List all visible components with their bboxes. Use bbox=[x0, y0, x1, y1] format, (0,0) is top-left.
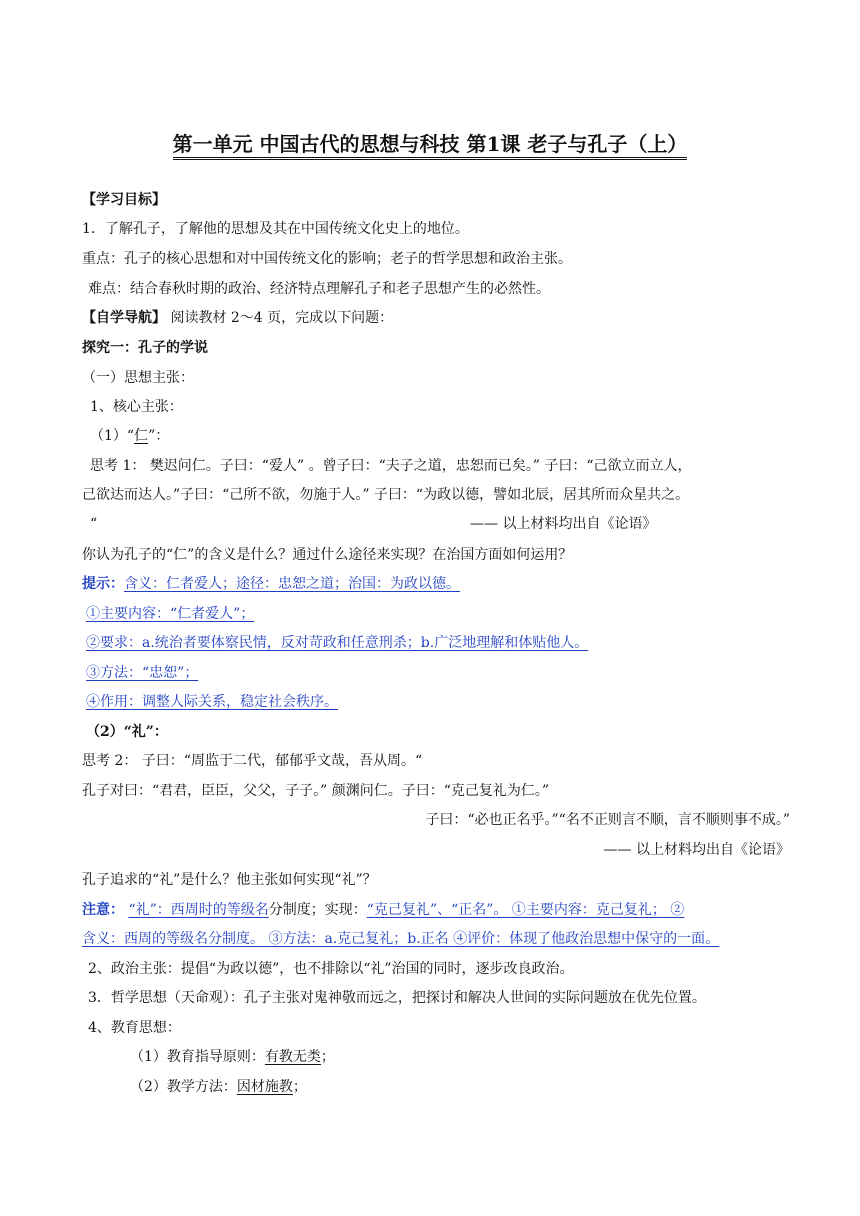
education-item-2: （2）教学方法：因材施教； bbox=[130, 1079, 307, 1095]
hint-label: 提示： bbox=[82, 576, 124, 592]
education-heading: 4、教育思想： bbox=[88, 1020, 181, 1036]
think2-line2: 孔子对曰：“君君，臣臣，父父，子子。” 颜渊问仁。子曰：“克己复礼为仁。” bbox=[82, 783, 550, 799]
question-1: 你认为孔子的“仁”的含义是什么？通过什么途径来实现？在治国方面如何运用？ bbox=[82, 547, 573, 563]
ren-point-4: ④作用：调整人际关系，稳定社会秩序。 bbox=[86, 694, 338, 710]
hint-line bbox=[82, 574, 460, 594]
note-line-1: 注意： “礼”：西周时的等级名分制度；实现：“克己复礼”、“正名”。 ①主要内容：克己复礼； ② bbox=[82, 902, 685, 918]
guide-line bbox=[82, 308, 393, 328]
think2-line1: 思考 2： 子曰：“周监于二代，郁郁乎文哉，吾从周。“ bbox=[82, 753, 423, 769]
guide-text: 阅读教材 2～4 页，完成以下问题： bbox=[170, 310, 394, 326]
core-heading: 1、核心主张： bbox=[90, 399, 183, 415]
source-2: —— 以上材料均出自《论语》 bbox=[603, 842, 790, 858]
note-label: 注意： bbox=[82, 902, 124, 918]
politics: 2、政治主张：提倡“为政以德”，也不排除以“礼”治国的同时，逐步改良政治。 bbox=[88, 961, 574, 977]
li-heading: （2）“礼”： bbox=[86, 724, 168, 740]
ren-heading: （1）“仁”： bbox=[90, 428, 170, 444]
think2-line3: 子曰：“必也正名乎。”“名不正则言不顺，言不顺则事不成。” bbox=[425, 812, 790, 828]
note-line-2: 含义：西周的等级名分制度。 ③方法：a.克己复礼；b.正名 ④评价：体现了他政治思想中保守的一面。 bbox=[82, 931, 720, 947]
hint-text: 含义：仁者爱人；途径：忠恕之道；治国：为政以德。 bbox=[124, 576, 460, 592]
goals-header: 【学习目标】 bbox=[82, 192, 166, 208]
page-title: 第一单元 中国古代的思想与科技 第1课 老子与孔子（上） bbox=[0, 130, 860, 158]
education-item-1: （1）教育指导原则：有教无类； bbox=[130, 1049, 335, 1065]
guide-header: 【自学导航】 bbox=[82, 310, 166, 326]
explore1-title: 探究一：孔子的学说 bbox=[82, 340, 208, 356]
question-2: 孔子追求的“礼”是什么？他主张如何实现“礼”？ bbox=[82, 872, 377, 888]
ren-point-1: ①主要内容：“仁者爱人”； bbox=[86, 606, 255, 622]
think1-quote: “ bbox=[90, 516, 98, 532]
difficulty: 难点：结合春秋时期的政治、经济特点理解孔子和老子思想产生的必然性。 bbox=[88, 281, 550, 297]
think1-line1: 思考 1： 樊迟问仁。子曰：“爱人” 。曾子曰：“夫子之道，忠恕而已矣。” 子曰：“己欲立而立人， bbox=[90, 458, 692, 474]
think1-line2: 己欲达而达人。”子曰：“己所不欲，勿施于人。” 子曰：“为政以德，譬如北辰，居其所而众星共之。 bbox=[82, 487, 690, 503]
philosophy: 3．哲学思想（天命观）：孔子主张对鬼神敬而远之，把探讨和解决人世间的实际问题放在优先位置。 bbox=[88, 990, 706, 1006]
source-1: —— 以上材料均出自《论语》 bbox=[470, 516, 657, 532]
ren-point-2: ②要求：a.统治者要体察民情，反对苛政和任意刑杀；b.广泛地理解和体贴他人。 bbox=[86, 635, 589, 651]
key-point: 重点：孔子的核心思想和对中国传统文化的影响；老子的哲学思想和政治主张。 bbox=[82, 251, 572, 267]
section-thought: （一）思想主张： bbox=[82, 370, 194, 386]
goal-item-1: 1．了解孔子，了解他的思想及其在中国传统文化史上的地位。 bbox=[82, 221, 469, 237]
ren-point-3: ③方法：“忠恕”； bbox=[86, 665, 199, 681]
